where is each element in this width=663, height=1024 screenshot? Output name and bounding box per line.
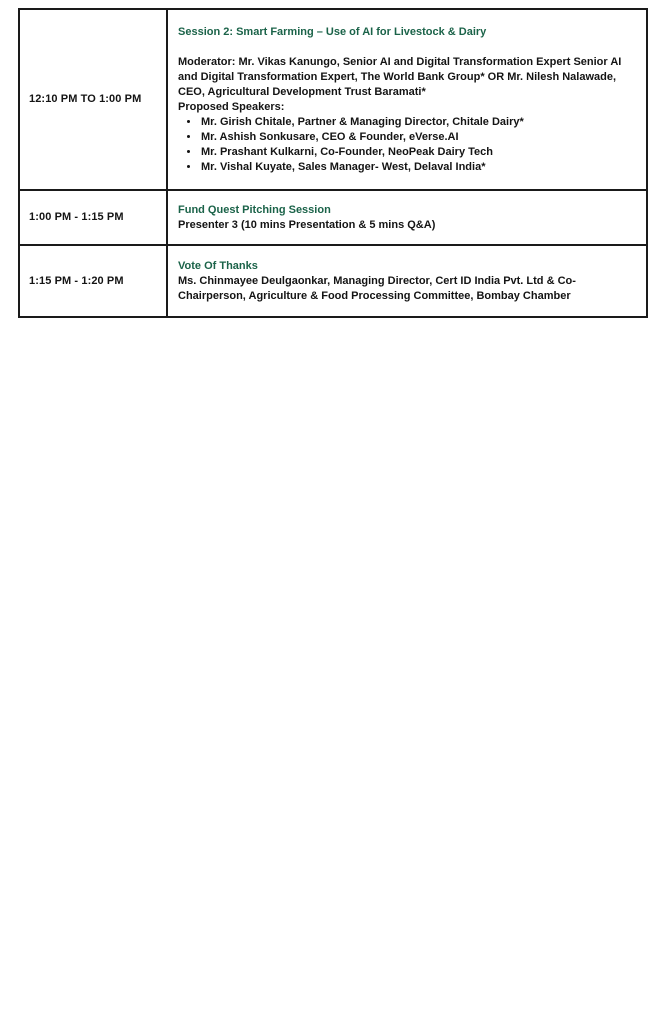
time-slot: 1:00 PM - 1:15 PM [19,190,167,245]
speaker-item: • Mr. Vishal Kuyate, Sales Manager- West, Delaval India* [200,160,638,175]
speaker-item: • Mr. Ashish Sonkusare, CEO & Founder, eVerse.AI [200,130,638,145]
table-row [19,9,647,190]
session-details-cell [167,245,647,317]
session-title: Fund Quest Pitching Session [178,203,331,216]
proposed-speakers-label: Proposed Speakers: [178,101,285,113]
speaker-item: • Mr. Girish Chitale, Partner & Managing Director, Chitale Dairy* [200,115,638,130]
session-body-text: Ms. Chinmayee Deulgaonkar, Managing Director, Cert ID India Pvt. Ltd & Co-Chairperson, Agriculture & Food Processing Committee, Bombay Chamber [178,274,576,302]
table-row [19,245,647,317]
moderator-text: Moderator: Mr. Vikas Kanungo, Senior AI and Digital Transformation Expert Senior AI and Digital Transformation Expert, The World Bank Group* OR Mr. Nilesh Nalawade, CEO, Agricultural Development Trust Baramati* [178,56,622,98]
agenda-schedule-table [18,8,648,318]
session-title: Session 2: Smart Farming – Use of AI for Livestock & Dairy [178,26,487,38]
time-slot: 12:10 PM TO 1:00 PM [19,9,167,190]
session-body-text: Presenter 3 (10 mins Presentation & 5 mins Q&A) [178,218,436,231]
table-row [19,190,647,245]
session-details-cell [167,190,647,245]
speaker-item: • Mr. Prashant Kulkarni, Co-Founder, NeoPeak Dairy Tech [200,145,638,160]
speakers-list [178,115,638,175]
session-details-cell [167,9,647,190]
time-slot: 1:15 PM - 1:20 PM [19,245,167,317]
session-title: Vote Of Thanks [178,259,258,272]
spacer [178,40,638,55]
